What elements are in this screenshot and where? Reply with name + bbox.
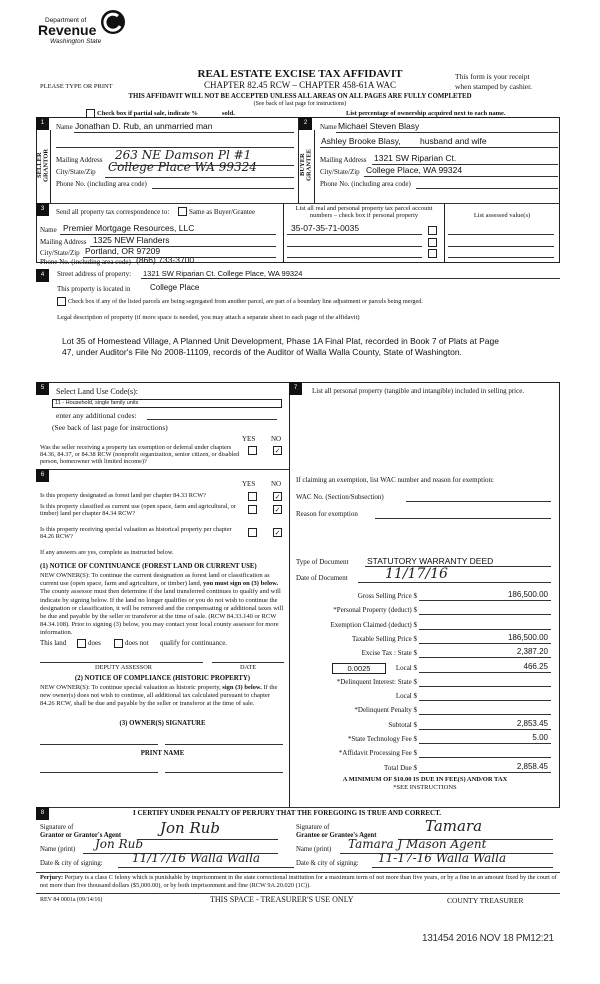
corr-name[interactable]: Premier Mortgage Resources, LLC (63, 223, 195, 233)
owner-signature-title: (3) OWNER(S) SIGNATURE (119, 720, 206, 727)
exemption-no-checkbox[interactable]: ✓ (274, 447, 281, 455)
located-label: This property is located in (57, 285, 131, 293)
tax-row-label: Local $ (395, 663, 417, 672)
wac-label: WAC No. (Section/Subsection) (296, 493, 384, 501)
does-label: does (88, 639, 101, 647)
tax-row-label: *Personal Property (deduct) $ (333, 606, 417, 615)
grantor-sig-label-2: Grantor or Grantor's Agent (40, 832, 122, 839)
doc-date-label: Date of Document (296, 574, 348, 582)
does-checkbox[interactable] (77, 639, 86, 648)
yes-header: YES (242, 480, 256, 488)
tax-row-value[interactable]: 466.25 (523, 661, 548, 671)
corr-phone[interactable]: (866) 733-3700 (136, 255, 195, 265)
seller-name-label: Name (56, 123, 73, 131)
tax-row-value[interactable]: 5.00 (532, 733, 548, 742)
doc-type-label: Type of Document (296, 558, 349, 566)
forest-no-checkbox[interactable]: ✓ (274, 493, 281, 501)
personal-property-checkbox[interactable] (428, 249, 437, 258)
buyer-name[interactable]: Michael Steven Blasy (338, 121, 420, 131)
tax-row-value[interactable]: 186,500.00 (507, 590, 548, 599)
corr-city-label: City/State/Zip (40, 249, 80, 257)
tax-row-label: *State Technology Fee $ (347, 735, 417, 743)
historic-question: Is this property receiving special valuation as historical property per chapter 84.26 RCW? (40, 526, 232, 540)
list-pct-label: List percentage of ownership acquired next to each name. (346, 110, 506, 117)
forest-yes-checkbox[interactable] (248, 492, 257, 501)
perjury-label: Perjury: (40, 874, 64, 881)
qualify-label: qualify for continuance. (160, 639, 228, 647)
corr-name-label: Name (40, 226, 57, 234)
tax-row-label: Local $ (395, 692, 417, 701)
continuance-text: NEW OWNER(S): To continue the current designation as forest land or classification as current use (open space, farm and agriculture, or timber) land, (40, 572, 270, 588)
grantor-name-label: Name (print) (40, 846, 76, 853)
tax-row-value[interactable]: 2,858.45 (516, 761, 548, 771)
no-header: NO (271, 435, 282, 443)
same-as-buyer-label: Same as Buyer/Grantee (189, 208, 256, 216)
chapter-ref: CHAPTER 82.45 RCW – CHAPTER 458-61A WAC (204, 80, 396, 90)
section-8-number: 8 (36, 807, 49, 820)
see-back: (See back of last page for instructions) (253, 101, 347, 107)
logo-line3: Washington State (50, 38, 102, 45)
corr-city[interactable]: Portland, OR 97209 (85, 246, 161, 256)
buyer-mail-label: Mailing Address (320, 156, 367, 164)
buyer-phone-label: Phone No. (including area code) (320, 180, 411, 188)
print-name-title: PRINT NAME (140, 750, 185, 757)
tax-row-label: Gross Selling Price $ (357, 592, 417, 600)
street-address[interactable]: 1321 SW Riparian Ct. College Place, WA 99324 (143, 269, 303, 278)
logo-line2: Revenue (38, 22, 97, 38)
seller-side-label: SELLER GRANTOR (36, 148, 50, 182)
buyer-relation[interactable]: husband and wife (420, 136, 487, 146)
certify-statement: I CERTIFY UNDER PENALTY OF PERJURY THAT THE FOREGOING IS TRUE AND CORRECT. (133, 809, 442, 817)
tax-row-label: Total Due $ (384, 763, 417, 772)
parcels-header: List all real and personal property tax parcel account numbers – check box if personal property (295, 205, 433, 220)
grantee-print-name[interactable]: Tamara J Mason Agent (348, 837, 487, 851)
exemption-question: Was the seller receiving a property tax exemption or deferral under chapters 84.36, 84.37, or 84.38 RCW (nonprofit organization, senior citizen, or disabled person, homeowner with limited income)? (40, 444, 240, 465)
same-as-buyer-checkbox[interactable] (178, 207, 187, 216)
additional-codes-label: enter any additional codes: (56, 411, 137, 420)
grantee-sig-label: Signature of (296, 824, 330, 831)
corr-mail-label: Mailing Address (40, 238, 87, 246)
section-2-number: 2 (299, 117, 312, 130)
section-4-number: 4 (36, 269, 49, 282)
historic-yes-checkbox[interactable] (248, 528, 257, 537)
partial-sale-label: Check box if partial sale, indicate % (97, 110, 198, 117)
continuance-title: (1) NOTICE OF CONTINUANCE (FOREST LAND OR CURRENT USE) (40, 563, 257, 570)
personal-property-checkbox[interactable] (428, 226, 437, 235)
doc-date[interactable]: 11/17/16 (385, 566, 448, 582)
seller-phone-label: Phone No. (including area code) (56, 180, 147, 188)
forest-question: Is this property designated as forest land per chapter 84.33 RCW? (40, 492, 206, 499)
buyer-name-label: Name (320, 123, 337, 131)
grantee-date-label: Date & city of signing: (296, 860, 359, 867)
form-title: REAL ESTATE EXCISE TAX AFFIDAVIT (197, 68, 403, 80)
tax-row-label: Exemption Claimed (deduct) $ (330, 620, 417, 629)
seller-name[interactable]: Jonathan D. Rub, an unmarried man (75, 121, 213, 131)
current-use-yes-checkbox[interactable] (248, 505, 257, 514)
grantor-sig-label: Signature of (40, 824, 74, 831)
located-city[interactable]: College Place (150, 283, 200, 292)
current-use-no-checkbox[interactable]: ✓ (274, 506, 281, 514)
grantee-sig-label-2: Grantee or Grantee's Agent (296, 832, 377, 839)
tax-row-label: Subtotal $ (388, 720, 417, 729)
local-rate-input[interactable]: 0.0025 (332, 663, 386, 674)
exemption-yes-checkbox[interactable] (248, 446, 257, 455)
revenue-logo-icon (100, 9, 126, 35)
logo-line1: Department of (45, 17, 87, 24)
section-5-number: 5 (36, 382, 49, 395)
reason-label: Reason for exemption (296, 510, 358, 518)
claim-exemption-label: If claiming an exemption, list WAC number and reason for exemption: (296, 476, 494, 484)
receipt-note-2: when stamped by cashier. (455, 82, 533, 91)
tax-row-label: *Delinquent Penalty $ (354, 706, 417, 715)
minimum-note: A MINIMUM OF $10.00 IS DUE IN FEE(S) AND/OR TAX (342, 776, 508, 783)
buyer-name-2[interactable]: Ashley Brooke Blasy, (321, 136, 401, 146)
buyer-mail[interactable]: 1321 SW Riparian Ct. (374, 153, 457, 163)
tax-row-label: *Affidavit Processing Fee $ (338, 749, 417, 758)
segregate-label: Check box if any of the listed parcels are being segregated from another parcel, are part of a boundary line adjustment or parcels being merged. (68, 298, 423, 305)
seller-mail-label: Mailing Address (56, 156, 103, 164)
deputy-assessor-label: DEPUTY ASSESSOR (95, 664, 152, 671)
personal-property-label: List all personal property (tangible and intangible) included in selling price. (312, 387, 525, 395)
compliance-title: (2) NOTICE OF COMPLIANCE (HISTORIC PROPERTY) (74, 675, 251, 682)
see-instructions: *SEE INSTRUCTIONS (393, 784, 457, 791)
seller-city-label: City/State/Zip (56, 168, 96, 176)
date-label: DATE (240, 664, 257, 671)
grantor-date-label: Date & city of signing: (40, 860, 103, 867)
continuance-bold: you must sign on (3) below. (202, 580, 279, 588)
grantee-signature[interactable]: Tamara (425, 817, 483, 835)
grantee-date-city[interactable]: 11-17-16 Walla Walla (378, 851, 507, 865)
warning: THIS AFFIDAVIT WILL NOT BE ACCEPTED UNLESS ALL AREAS ON ALL PAGES ARE FULLY COMPLETED (128, 93, 472, 100)
tax-row-label: Excise Tax : State $ (361, 649, 417, 658)
street-label: Street address of property: (57, 270, 132, 278)
buyer-city[interactable]: College Place, WA 99324 (366, 165, 463, 175)
segregate-checkbox[interactable] (57, 297, 66, 306)
please-type: PLEASE TYPE OR PRINT (40, 83, 113, 90)
tax-row-value[interactable]: 2,387.20 (516, 647, 548, 657)
legal-description[interactable]: Lot 35 of Homestead Village, A Planned Unit Development, Phase 1A Final Plat, recorded in Book 7 of Plats at Page 47, under Auditor's File No 2008-11109, records of the Auditor of Walla Walla County, State of Washington. (62, 336, 499, 357)
corr-phone-label: Phone No. (including area code) (40, 258, 131, 266)
this-land-label: This land (40, 639, 67, 647)
receipt-note: This form is your receipt (455, 72, 530, 81)
historic-no-checkbox[interactable]: ✓ (274, 529, 281, 537)
compliance-bold: sign (3) below. (222, 684, 262, 691)
compliance-text: NEW OWNER(S): To continue special valuation as historic property, (40, 684, 221, 691)
buyer-side-label: BUYER GRANTEE (299, 148, 313, 182)
grantee-name-label: Name (print) (296, 846, 332, 853)
county-treasurer-label: COUNTY TREASURER (447, 896, 524, 905)
doc-type[interactable]: STATUTORY WARRANTY DEED (367, 556, 494, 566)
section-1-number: 1 (36, 117, 49, 130)
form-revision: REV 84 0001a (09/14/16) (40, 897, 103, 903)
legal-label: Legal description of property (if more space is needed, you may attach a separate sheet to each page of the affidavit) (57, 314, 360, 321)
corr-mail[interactable]: 1325 NEW Flanders (93, 235, 170, 245)
no-header: NO (271, 480, 282, 488)
grantor-signature[interactable]: Jon Rub (160, 819, 221, 837)
personal-property-checkbox[interactable] (428, 238, 437, 247)
land-use-select[interactable]: 11 - Household, single family units (52, 399, 282, 408)
yes-header: YES (242, 435, 256, 443)
current-use-question: Is this property classified as current use (open space, farm and agricultural, or timber) land per chapter 84.34 RCW? (40, 503, 236, 517)
treasurer-stamp: 131454 2016 NOV 18 PM12:21 (422, 933, 554, 944)
land-use-label: Select Land Use Code(s): (56, 387, 138, 396)
continuance-text-2: The county assessor must then determine if the land transferred continues to qualify and will indicate by signing below. If the land no longer qualifies or you do not wish to continue the designation or classification, it will be removed and the compensating or additional taxes will be due and payable by the seller or transferor at the time of sale. (RCW 84.33.140 or RCW 84.34.108). Prior to signing (3) below, you may contact your local county assessor for more information. (40, 588, 284, 637)
land-use-see-back: (See back of last page for instructions) (52, 423, 168, 432)
does-not-label: does not (125, 639, 149, 647)
seller-mail[interactable]: 263 NE Damson Pl #1 (115, 148, 252, 162)
tax-row-value[interactable]: 2,853.45 (516, 718, 548, 728)
sold-label: sold. (222, 110, 235, 117)
grantor-date-city[interactable]: 11/17/16 Walla Walla (132, 851, 261, 865)
grantor-print-name[interactable]: Jon Rub (95, 837, 144, 851)
tax-row-value[interactable]: 186,500.00 (507, 632, 548, 642)
tax-row-label: *Delinquent Interest: State $ (336, 677, 417, 686)
section-6-number: 6 (36, 469, 49, 482)
perjury-text: Perjury is a class C felony which is punishable by imprisonment in the state correctional institution for a maximum term of not more than five years, or by a fine in an amount fixed by the court of not more than five thousand dollars ($5,000.00), or by both imprisonment and fine (RCW 9A.20.020 (1C)). (40, 874, 557, 889)
assessed-header: List assessed value(s) (473, 212, 531, 219)
section-3-number: 3 (36, 203, 49, 216)
buyer-city-label: City/State/Zip (320, 168, 360, 176)
tax-row-label: Taxable Selling Price $ (351, 634, 417, 643)
parcel-number[interactable]: 35-07-35-71-0035 (291, 223, 360, 233)
treasurer-space-label: THIS SPACE - TREASURER'S USE ONLY (210, 895, 354, 904)
compliance-text-2: If the new owner(s) does not wish to continue, all additional tax calculated pursuant to chapter 84.26 RCW, shall be due and payable by the seller or transferor at the time of sale. (40, 684, 278, 707)
if-yes-note: If any answers are yes, complete as instructed below. (40, 549, 174, 556)
correspondence-label: Send all property tax correspondence to: (56, 208, 170, 216)
seller-city[interactable]: College Place WA 99324 (108, 160, 257, 174)
does-not-checkbox[interactable] (114, 639, 123, 648)
section-7-number: 7 (289, 382, 302, 395)
